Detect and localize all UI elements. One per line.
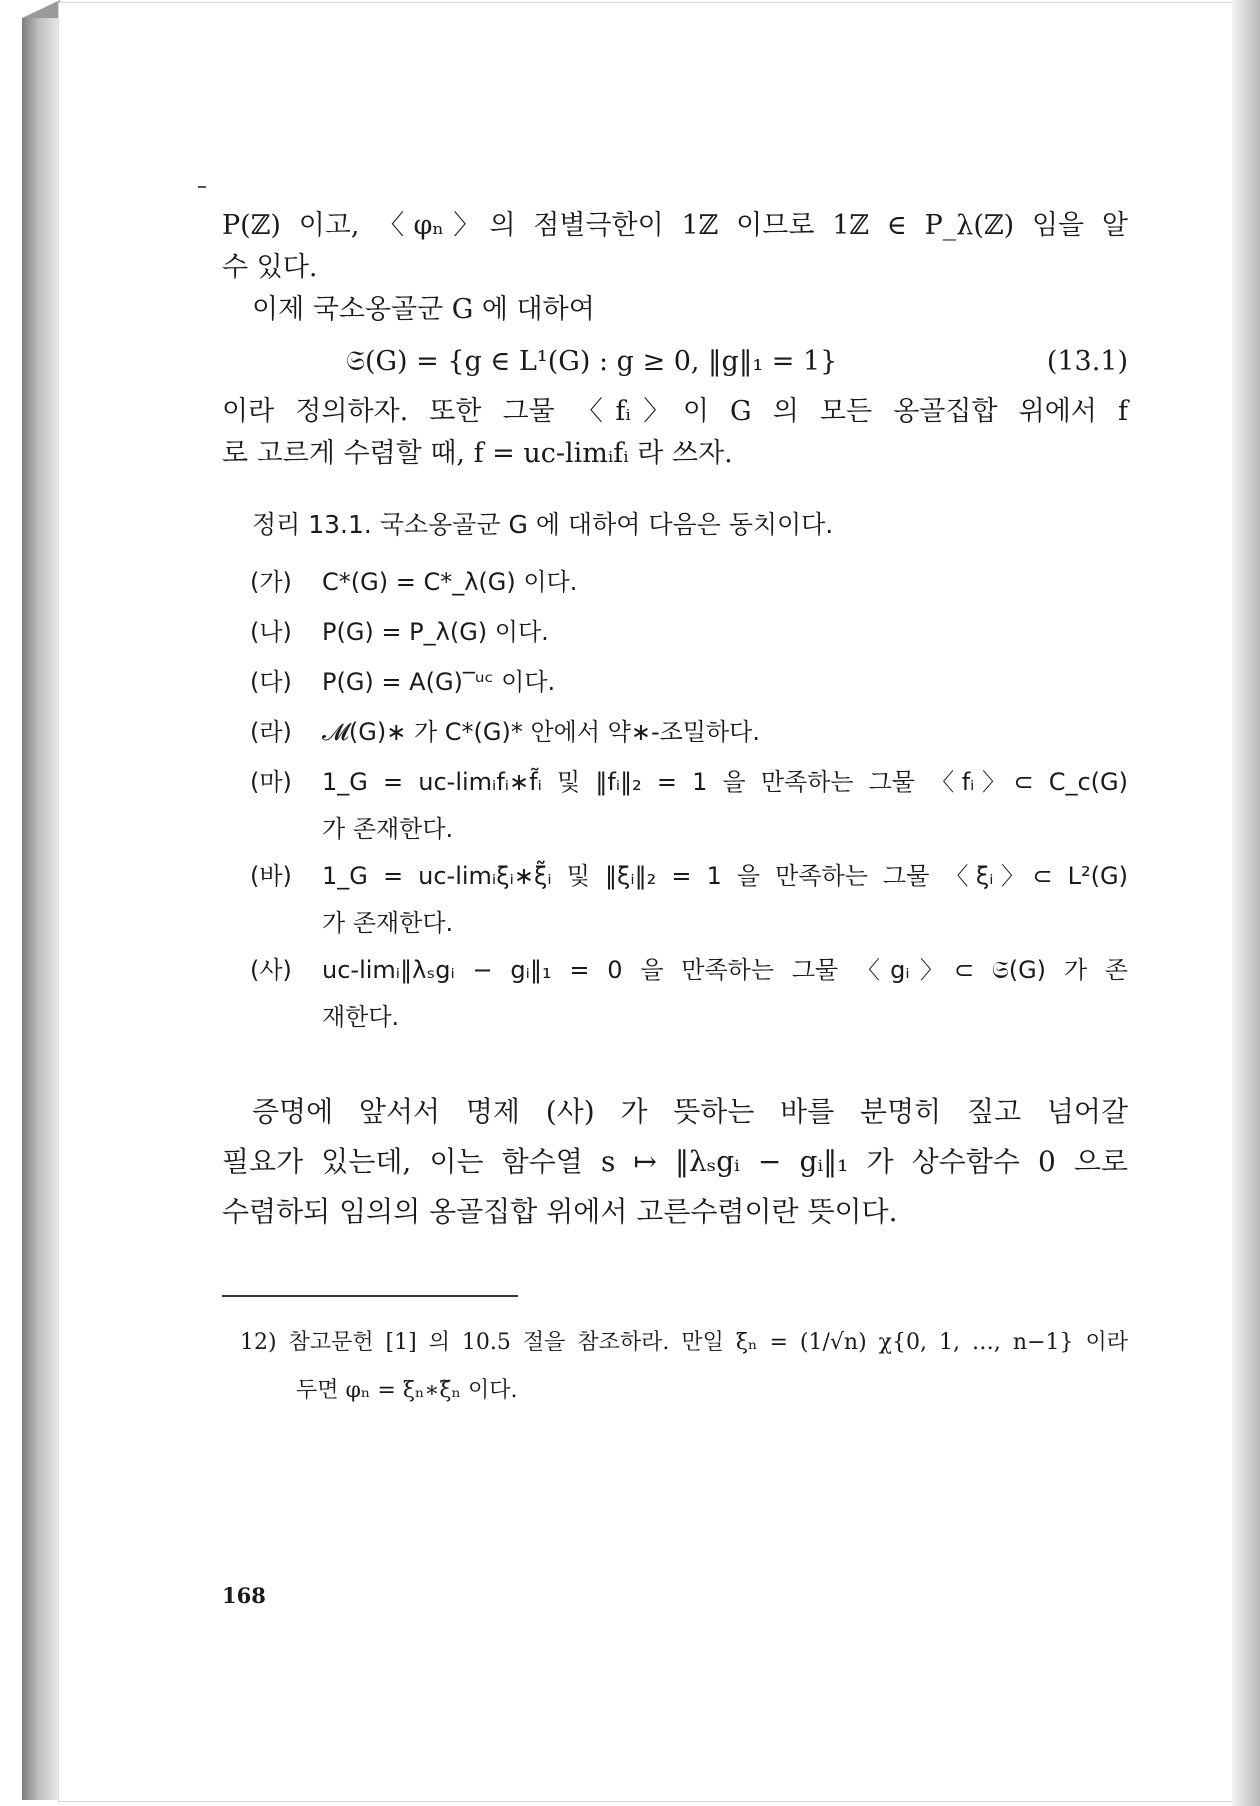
equation-row [222,339,1128,385]
item-label: (마) [250,768,292,796]
book-spine-top [22,0,60,18]
theorem-item [222,757,1128,807]
book-spine [22,18,58,1800]
item-text: 1_G = uc-limᵢfᵢ∗f̃ᵢ 및 ‖fᵢ‖₂ = 1 을 만족하는 그물 〈fᵢ〉⊂ C_c(G) [322,768,1128,796]
footnote [222,1319,1128,1415]
theorem-items [222,557,1128,1039]
theorem-item [222,657,1128,707]
after-equation-line-1: 이라 정의하자. 또한 그물 〈fᵢ〉이 G 의 모든 옹골집합 위에서 f [222,396,1128,427]
item-text: 𝓜(G)∗ 가 C*(G)* 안에서 약∗-조밀하다. [322,718,760,746]
theorem-item [222,557,1128,607]
theorem-title: 정리 13.1. 국소옹골군 G 에 대하여 다음은 동치이다. [252,510,834,539]
intro-line-2: 수 있다. [222,252,318,283]
item-continuation: 가 존재한다. [322,909,454,937]
theorem-item [222,707,1128,757]
equation-number: (13.1) [1046,346,1128,377]
theorem-block [222,505,1128,1039]
discussion-line-1: 증명에 앞서서 명제 (사) 가 뜻하는 바를 분명히 짚고 넘어갈 [252,1095,1128,1128]
item-text: uc-limᵢ‖λₛgᵢ − gᵢ‖₁ = 0 을 만족하는 그물 〈gᵢ〉⊂ 𝔖(G) 가 존 [322,956,1128,984]
page-edge-shadow [1232,0,1260,1806]
theorem-item [222,945,1128,995]
item-text: 1_G = uc-limᵢξᵢ∗ξ̃ᵢ 및 ‖ξᵢ‖₂ = 1 을 만족하는 그물 〈ξᵢ〉⊂ L²(G) [322,862,1128,890]
item-label: (가) [250,568,292,596]
discussion-line-2: 필요가 있는데, 이는 함수열 s ↦ ‖λₛgᵢ − gᵢ‖₁ 가 상수함수 0 으로 [222,1145,1128,1178]
footnote-rule [222,1295,518,1297]
item-label: (다) [250,668,292,696]
item-label: (사) [250,956,292,984]
item-continuation: 재한다. [322,1003,400,1031]
page-content [222,205,1128,1415]
item-text: P(G) = A(G)‾ᵘᶜ 이다. [322,668,556,696]
equation-13-1: 𝔖(G) = {g ∈ L¹(G) : g ≥ 0, ‖g‖₁ = 1} [346,346,838,377]
item-text: C*(G) = C*_λ(G) 이다. [322,568,578,596]
footnote-line-2: 두면 φₙ = ξₙ∗ξ̃ₙ 이다. [296,1378,518,1403]
item-label: (나) [250,618,292,646]
item-text: P(G) = P_λ(G) 이다. [322,618,549,646]
footnote-line-1: 12) 참고문헌 [1] 의 10.5 절을 참조하라. 만일 ξₙ = (1/√n) χ{0, 1, …, n−1} 이라 [240,1330,1128,1355]
definition-lead: 이제 국소옹골군 G 에 대하여 [252,294,595,325]
discussion-line-3: 수렴하되 임의의 옹골집합 위에서 고른수렴이란 뜻이다. [222,1195,898,1228]
after-equation-line-2: 로 고르게 수렴할 때, f = uc-limᵢfᵢ 라 쓰자. [222,438,733,469]
theorem-item [222,607,1128,657]
item-label: (바) [250,862,292,890]
intro-line-1: P(ℤ) 이고, 〈φₙ〉의 점별극한이 1ℤ 이므로 1ℤ ∈ P_λ(ℤ) 임을 알 [222,210,1128,241]
margin-mark [198,186,206,188]
discussion-paragraph [222,1087,1128,1237]
item-label: (라) [250,718,292,746]
item-continuation: 가 존재한다. [322,815,454,843]
theorem-item [222,851,1128,901]
page-number: 168 [222,1583,266,1608]
